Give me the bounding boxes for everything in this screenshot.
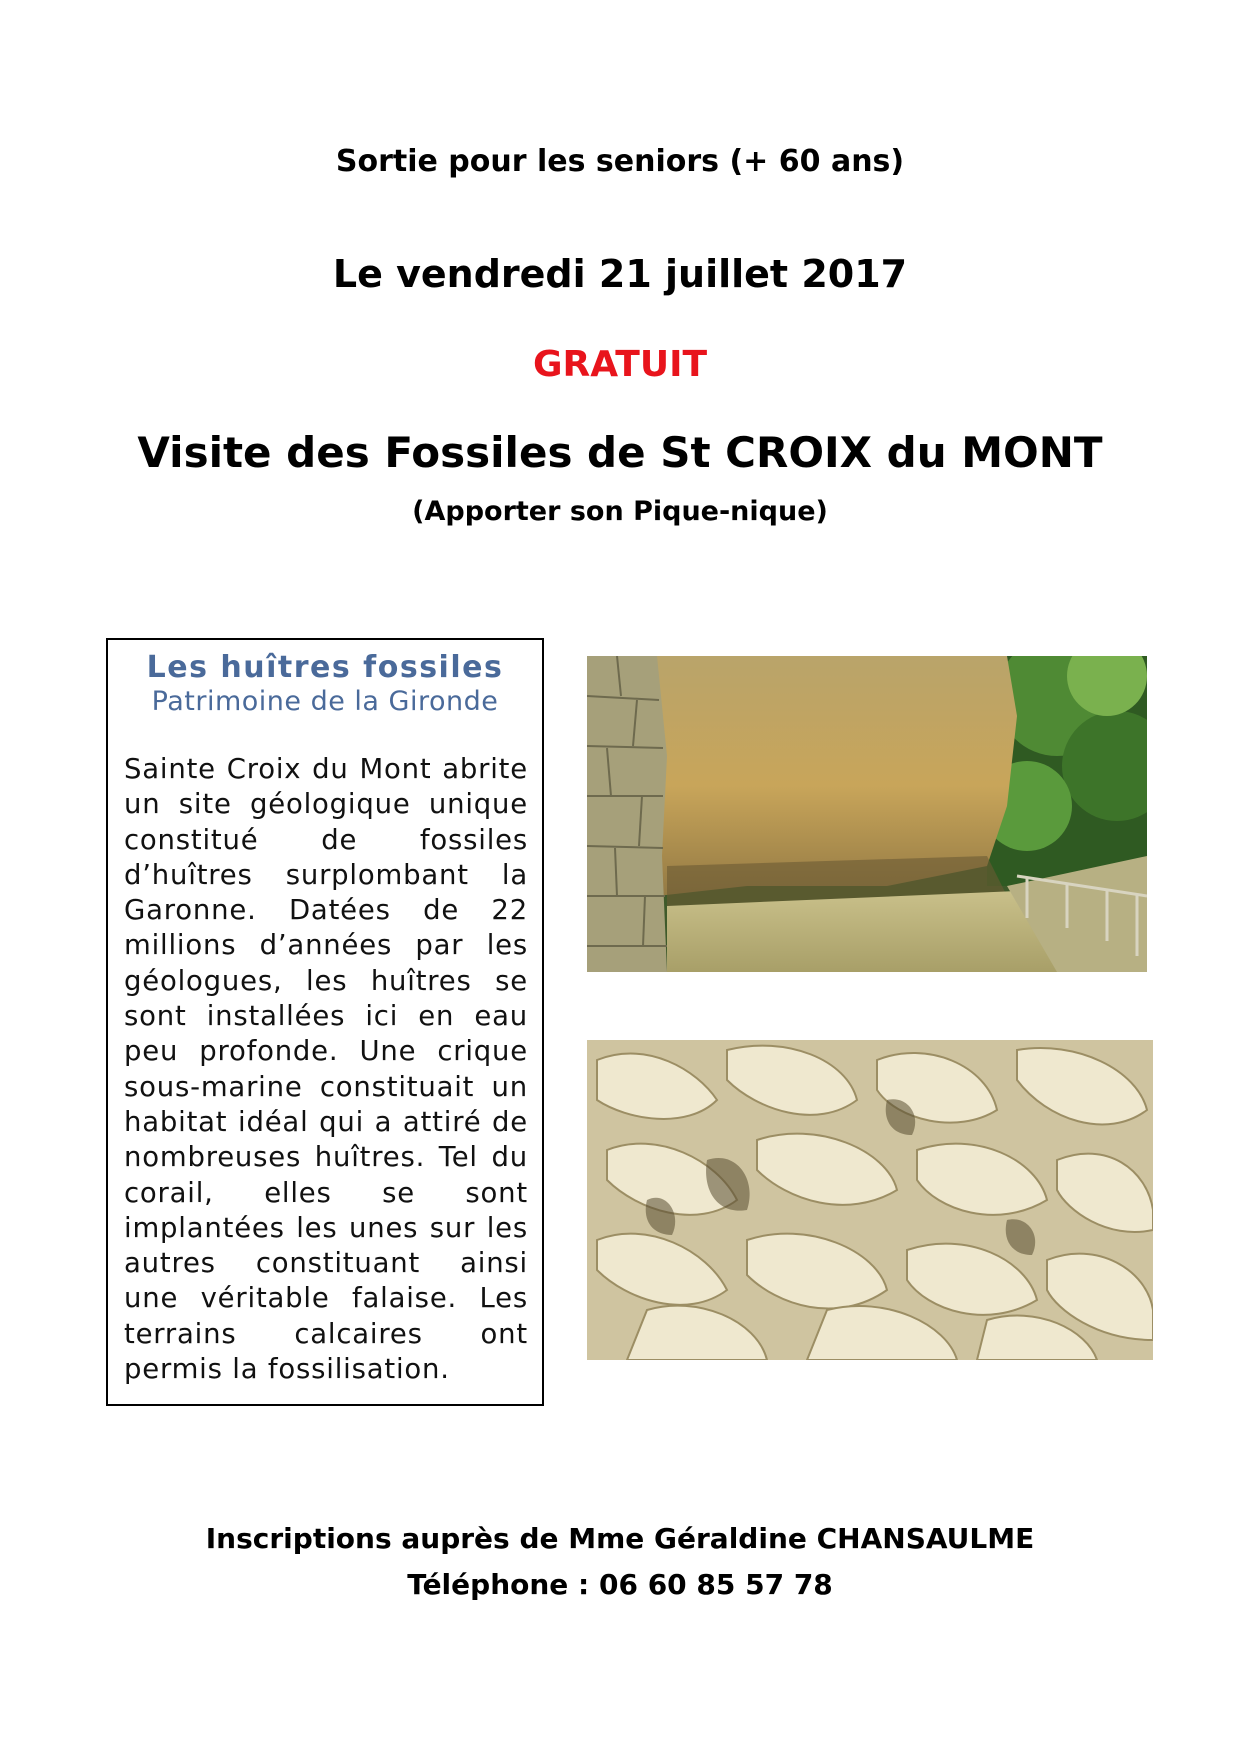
picnic-note: (Apporter son Pique-nique) <box>412 496 828 527</box>
phone-number: Téléphone : 06 60 85 57 78 <box>407 1568 833 1601</box>
info-box-text: Sainte Croix du Mont abrite un site géologique unique constitué de fossiles d’huîtres surplombant la Garonne. Datées de 22 millions d’années par les géologues, les huîtres se sont installées ici en eau peu profonde. Une crique sous-marine constituait un habitat idéal qui a attiré de nombreuses huîtres. Tel du corail, elles se sont implantées les unes sur les autres constituant ainsi une véritable falaise. Les terrains calcaires ont permis la fossilisation. <box>124 753 528 1386</box>
info-box-title: Les huîtres fossiles <box>146 650 504 685</box>
price-badge: GRATUIT <box>532 344 708 385</box>
info-box <box>106 638 544 1406</box>
page-title: Visite des Fossiles de St CROIX du MONT <box>137 428 1103 477</box>
info-box-subtitle: Patrimoine de la Gironde <box>151 686 499 717</box>
oyster-fossils-photo <box>587 1040 1153 1360</box>
registration-contact: Inscriptions auprès de Mme Géraldine CHANSAULME <box>205 1522 1035 1555</box>
event-date: Le vendredi 21 juillet 2017 <box>332 252 908 296</box>
cliff-photo <box>587 656 1147 972</box>
event-subtitle: Sortie pour les seniors (+ 60 ans) <box>335 144 905 179</box>
